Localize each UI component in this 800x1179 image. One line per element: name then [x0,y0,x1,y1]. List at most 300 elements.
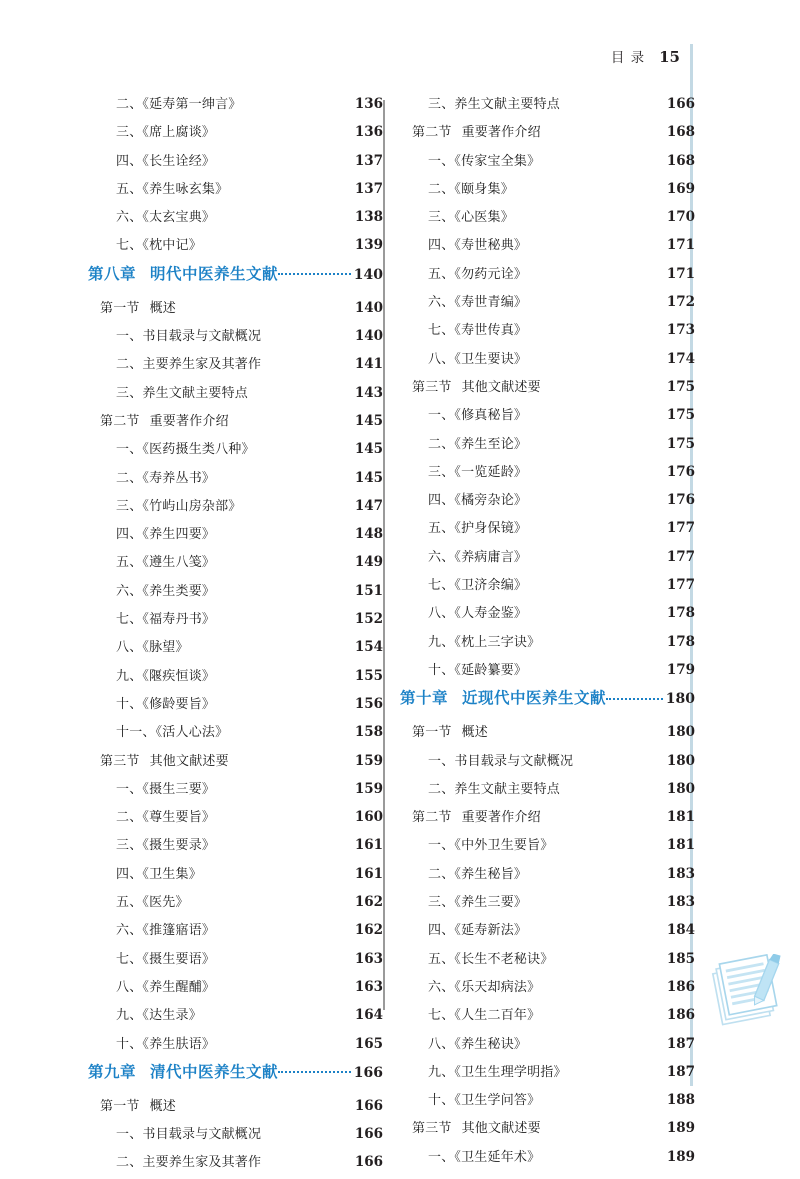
toc-page-number: 159 [354,780,383,797]
toc-page-number: 181 [666,837,695,854]
toc-item-row[interactable] [400,460,695,488]
toc-item-row[interactable] [400,1088,695,1116]
toc-entry-label: 三、《心医集》 [428,210,514,226]
toc-entry-label: 十、《养生肤语》 [116,1036,216,1052]
toc-leader-dots [215,833,353,849]
toc-entry-label: 九、《达生录》 [116,1008,202,1024]
toc-page-number: 145 [354,469,383,486]
toc-leader-dots [176,1094,353,1110]
toc-item-row[interactable] [400,975,695,1003]
toc-leader-dots [606,687,665,703]
toc-item-row[interactable] [400,545,695,573]
toc-leader-dots [527,262,665,278]
toc-section-row[interactable] [88,296,383,324]
page-number: 15 [659,48,680,66]
toc-leader-dots [540,1145,665,1161]
toc-entry-label: 七、《卫济余编》 [428,578,528,594]
toc-entry-label: 七、《摄生要语》 [116,951,216,967]
toc-chapter-row[interactable] [400,686,695,720]
toc-entry-label: 二、《颐身集》 [428,181,514,197]
toc-item-row[interactable] [88,550,383,578]
toc-page-number: 140 [354,328,383,345]
toc-entry-label [412,721,488,740]
toc-item-row[interactable] [400,262,695,290]
toc-leader-dots [527,460,665,476]
toc-entry-label [100,750,229,769]
toc-entry-label: 六、《寿世青编》 [428,295,528,311]
toc-leader-dots [527,432,665,448]
toc-entry-title: 近现代中医养生文献 [462,689,607,708]
toc-leader-dots [527,233,665,249]
toc-leader-dots [540,149,665,165]
toc-entry-label: 十一、《活人心法》 [116,725,229,741]
toc-leader-dots [215,149,353,165]
toc-page-number: 155 [354,667,383,684]
toc-leader-dots [560,92,665,108]
toc-page-number: 175 [666,378,695,395]
notepad-pencil-icon [706,954,792,1034]
toc-entry-label: 五、《养生咏玄集》 [116,181,229,197]
toc-item-row[interactable] [88,177,383,205]
toc-page-number: 137 [354,180,383,197]
toc-leader-dots [202,862,353,878]
toc-item-row[interactable] [88,522,383,550]
toc-item-row[interactable] [88,92,383,120]
toc-leader-dots [527,318,665,334]
toc-section-row[interactable] [400,1116,695,1144]
toc-page-number: 156 [354,695,383,712]
toc-item-row[interactable] [88,1122,383,1150]
toc-page-number: 180 [666,752,695,769]
toc-page-number: 154 [354,639,383,656]
toc-entry-number: 第十章 [400,689,449,708]
toc-entry-label [100,1095,176,1114]
toc-page-number: 166 [666,96,695,112]
toc-page-number: 161 [354,837,383,854]
toc-item-row[interactable] [88,607,383,635]
toc-entry-label: 十、《延龄纂要》 [428,662,528,678]
toc-entry-label: 二、《延寿第一绅言》 [116,97,242,112]
toc-item-row[interactable] [400,233,695,261]
toc-entry-label: 二、《养生至论》 [428,436,528,452]
toc-leader-dots [215,918,353,934]
toc-page-number: 184 [666,922,695,939]
toc-leader-dots [527,890,665,906]
toc-page-number: 178 [666,605,695,622]
toc-entry-label: 八、《卫生要诀》 [428,351,528,367]
page-header [611,46,680,66]
toc-entry-label: 三、养生文献主要特点 [116,385,249,401]
toc-item-row[interactable] [400,149,695,177]
toc-page-number: 168 [666,124,695,141]
toc-page-number: 186 [666,1007,695,1024]
toc-entry-number: 第一节 [412,725,452,741]
toc-entry-label: 八、《养生醒酺》 [116,979,216,995]
toc-page-number: 147 [354,497,383,514]
toc-page-number: 173 [666,322,695,339]
toc-item-row[interactable] [400,777,695,805]
toc-entry-number: 第八章 [88,264,137,283]
toc-leader-dots [541,375,665,391]
toc-leader-dots [215,120,353,136]
toc-leader-dots [215,692,353,708]
toc-item-row[interactable] [400,1032,695,1060]
toc-columns [0,92,800,1171]
toc-leader-dots [261,1150,353,1166]
toc-leader-dots [189,635,353,651]
toc-page-number: 189 [666,1120,695,1137]
toc-page-number: 181 [666,809,695,826]
toc-leader-dots [229,409,353,425]
toc-entry-label [400,686,606,708]
toc-page-number: 183 [666,865,695,882]
toc-entry-label [88,1060,278,1082]
toc-entry-title: 明代中医养生文献 [150,264,279,283]
toc-entry-number: 第二节 [412,810,452,826]
toc-entry-label [412,376,541,395]
toc-page-number: 166 [354,1097,383,1114]
toc-page-number: 177 [666,520,695,537]
toc-item-row[interactable] [400,601,695,629]
toc-leader-dots [215,975,353,991]
toc-entry-title: 其他文献述要 [149,753,229,769]
toc-item-row[interactable] [400,573,695,601]
toc-entry-number: 第二节 [100,413,140,429]
toc-leader-dots [255,437,353,453]
toc-item-row[interactable] [88,805,383,833]
toc-leader-dots [541,120,665,136]
toc-item-row[interactable] [88,1003,383,1031]
toc-item-row[interactable] [88,233,383,261]
toc-entry-label: 六、《养生类要》 [116,583,216,599]
toc-entry-number: 第一节 [100,300,140,316]
toc-item-row[interactable] [88,692,383,720]
toc-entry-title: 概述 [461,725,489,741]
toc-entry-label: 四、《寿世秘典》 [428,238,528,254]
toc-entry-label: 八、《人寿金鉴》 [428,606,528,622]
toc-leader-dots [202,1003,353,1019]
toc-entry-label: 二、《尊生要旨》 [116,810,216,826]
toc-leader-dots [229,749,353,765]
toc-entry-label: 一、《卫生延年术》 [428,1149,541,1165]
toc-leader-dots [573,749,665,765]
toc-item-row[interactable] [88,833,383,861]
toc-leader-dots [488,720,665,736]
toc-entry-title: 其他文献述要 [461,1121,541,1137]
toc-item-row[interactable] [400,488,695,516]
toc-page-number: 169 [666,180,695,197]
toc-leader-dots [554,947,665,963]
toc-page-number: 145 [354,441,383,458]
toc-leader-dots [540,630,665,646]
toc-entry-label: 四、《卫生集》 [116,866,202,882]
toc-page-number: 136 [354,124,383,141]
toc-item-row[interactable] [400,516,695,544]
toc-entry-label: 一、书目载录与文献概况 [116,329,262,345]
toc-page-number: 149 [354,554,383,571]
toc-leader-dots [278,263,353,279]
toc-entry-label: 一、书目载录与文献概况 [428,753,574,769]
toc-leader-dots [527,573,665,589]
toc-item-row[interactable] [88,437,383,465]
toc-item-row[interactable] [88,1150,383,1178]
toc-item-row[interactable] [400,918,695,946]
toc-item-row[interactable] [400,1003,695,1031]
toc-entry-title: 重要著作介绍 [461,810,541,826]
toc-leader-dots [228,177,353,193]
toc-page-number: 176 [666,492,695,509]
toc-leader-dots [527,658,665,674]
toc-leader-dots [560,777,665,793]
toc-column-left [88,92,383,1179]
toc-page-number: 166 [353,1064,383,1081]
toc-leader-dots [215,579,353,595]
toc-entry-label: 五、《遵生八笺》 [116,555,216,571]
toc-leader-dots [514,177,665,193]
toc-item-row[interactable] [400,177,695,205]
toc-leader-dots [215,205,353,221]
toc-item-row[interactable] [400,347,695,375]
toc-item-row[interactable] [400,890,695,918]
toc-item-row[interactable] [88,466,383,494]
toc-page-number: 189 [666,1148,695,1165]
toc-item-row[interactable] [88,324,383,352]
toc-leader-dots [248,381,353,397]
toc-leader-dots [527,516,665,532]
toc-leader-dots [189,890,353,906]
toc-page-number: 171 [666,265,695,282]
toc-page-number: 187 [666,1035,695,1052]
toc-item-row[interactable] [400,630,695,658]
toc-entry-label: 十、《卫生学问答》 [428,1093,541,1109]
toc-item-row[interactable] [400,862,695,890]
toc-item-row[interactable] [88,862,383,890]
toc-item-row[interactable] [88,777,383,805]
toc-entry-label: 三、《席上腐谈》 [116,125,216,141]
toc-page-number: 161 [354,865,383,882]
toc-page-number: 145 [354,412,383,429]
toc-item-row[interactable] [88,494,383,522]
toc-leader-dots [527,862,665,878]
toc-item-row[interactable] [88,149,383,177]
toc-page-number: 152 [354,611,383,628]
toc-page-number: 140 [354,299,383,316]
toc-leader-dots [540,1088,665,1104]
toc-entry-label: 二、《寿养丛书》 [116,470,216,486]
toc-entry-label: 七、《人生二百年》 [428,1008,541,1024]
toc-item-row[interactable] [88,890,383,918]
toc-page-number: 160 [354,809,383,826]
toc-item-row[interactable] [88,579,383,607]
toc-chapter-row[interactable] [88,1060,383,1094]
toc-item-row[interactable] [88,918,383,946]
toc-entry-label: 二、养生文献主要特点 [428,781,561,797]
toc-page-number: 139 [354,237,383,254]
toc-page-number: 180 [666,780,695,797]
toc-section-row[interactable] [88,1094,383,1122]
toc-entry-label: 三、《养生三要》 [428,895,528,911]
toc-entry-label: 四、《养生四要》 [116,527,216,543]
toc-item-row[interactable] [88,205,383,233]
toc-entry-label: 二、《养生秘旨》 [428,866,528,882]
toc-item-row[interactable] [400,833,695,861]
toc-item-row[interactable] [400,749,695,777]
toc-item-row[interactable] [88,381,383,409]
toc-entry-label: 五、《医先》 [116,895,189,911]
toc-page-number: 180 [666,724,695,741]
toc-entry-title: 概述 [149,300,177,316]
toc-entry-title: 其他文献述要 [461,379,541,395]
toc-page-number: 138 [354,209,383,226]
toc-leader-dots [215,607,353,623]
toc-page-number: 177 [666,548,695,565]
toc-item-row[interactable] [88,664,383,692]
toc-leader-dots [242,92,353,108]
toc-item-row[interactable] [400,1060,695,1088]
toc-page-number: 143 [354,384,383,401]
toc-page-number: 163 [354,978,383,995]
toc-item-row[interactable] [88,947,383,975]
toc-item-row[interactable] [400,658,695,686]
toc-entry-label: 七、《福寿丹书》 [116,612,216,628]
toc-item-row[interactable] [400,318,695,346]
toc-page-number: 170 [666,209,695,226]
toc-entry-number: 第二节 [412,125,452,141]
toc-entry-label [412,121,541,140]
toc-page-number: 137 [354,152,383,169]
toc-leader-dots [527,545,665,561]
toc-leader-dots [541,805,665,821]
toc-entry-label [88,262,278,284]
toc-entry-label: 六、《太玄宝典》 [116,210,216,226]
toc-leader-dots [215,664,353,680]
toc-page-number: 140 [353,266,383,283]
toc-leader-dots [527,290,665,306]
toc-leader-dots [215,522,353,538]
toc-entry-label: 七、《枕中记》 [116,238,202,254]
toc-page-number: 159 [354,752,383,769]
toc-entry-label: 八、《养生秘诀》 [428,1036,528,1052]
toc-leader-dots [527,347,665,363]
toc-entry-label: 三、养生文献主要特点 [428,97,561,112]
toc-leader-dots [540,1003,665,1019]
toc-page-number: 166 [354,1126,383,1143]
toc-leader-dots [514,205,665,221]
toc-leader-dots [554,833,665,849]
toc-entry-label: 九、《枕上三字诀》 [428,634,541,650]
toc-page-number: 177 [666,577,695,594]
toc-section-row[interactable] [400,720,695,748]
toc-entry-number: 第九章 [88,1062,137,1081]
toc-entry-label [412,806,541,825]
toc-leader-dots [527,403,665,419]
toc-page-number: 141 [354,356,383,373]
toc-entry-label [412,1117,541,1136]
toc-item-row[interactable] [88,352,383,380]
toc-page-number: 188 [666,1092,695,1109]
toc-item-row[interactable] [88,120,383,148]
toc-page-number: 178 [666,633,695,650]
toc-leader-dots [202,233,353,249]
toc-section-row[interactable] [88,409,383,437]
toc-leader-dots [228,720,353,736]
toc-page-number: 186 [666,978,695,995]
toc-item-row[interactable] [400,205,695,233]
toc-entry-label: 四、《长生诠经》 [116,153,216,169]
toc-page-number: 136 [354,96,383,112]
toc-page-number: 179 [666,661,695,678]
toc-leader-dots [215,805,353,821]
toc-leader-dots [567,1060,665,1076]
toc-item-row[interactable] [88,720,383,748]
toc-page-number: 175 [666,435,695,452]
toc-leader-dots [261,1122,353,1138]
toc-leader-dots [541,1116,665,1132]
toc-entry-title: 清代中医养生文献 [150,1062,279,1081]
toc-leader-dots [215,777,353,793]
toc-section-row[interactable] [400,120,695,148]
toc-entry-label: 五、《护身保镜》 [428,521,528,537]
toc-item-row[interactable] [400,432,695,460]
toc-leader-dots [540,975,665,991]
toc-entry-label: 二、主要养生家及其著作 [116,1155,262,1171]
toc-page-number: 176 [666,463,695,480]
toc-entry-label: 五、《勿药元诠》 [428,266,528,282]
toc-page-number: 163 [354,950,383,967]
toc-item-row[interactable] [400,92,695,120]
toc-entry-label: 七、《寿世传真》 [428,323,528,339]
toc-entry-label: 九、《隁疾恒谈》 [116,668,216,684]
toc-leader-dots [215,947,353,963]
toc-leader-dots [215,1032,353,1048]
toc-page-number: 168 [666,152,695,169]
toc-page-number: 175 [666,407,695,424]
toc-entry-label: 一、《修真秘旨》 [428,408,528,424]
toc-leader-dots [527,601,665,617]
toc-leader-dots [215,550,353,566]
page-right-rule-gap [688,0,696,44]
toc-entry-number: 第三节 [412,1121,452,1137]
toc-chapter-row[interactable] [88,262,383,296]
toc-page-number: 171 [666,237,695,254]
toc-item-row[interactable] [88,1032,383,1060]
toc-section-row[interactable] [400,805,695,833]
toc-item-row[interactable] [400,1145,695,1173]
toc-entry-label: 一、《传家宝全集》 [428,153,541,169]
toc-entry-label: 一、《摄生三要》 [116,781,216,797]
toc-item-row[interactable] [400,947,695,975]
toc-entry-label: 三、《一览延龄》 [428,464,528,480]
toc-entry-label: 四、《延寿新法》 [428,923,528,939]
toc-item-row[interactable] [400,403,695,431]
toc-entry-label [100,410,229,429]
toc-item-row[interactable] [400,290,695,318]
toc-section-row[interactable] [88,749,383,777]
toc-entry-label: 二、主要养生家及其著作 [116,357,262,373]
toc-item-row[interactable] [88,975,383,1003]
toc-leader-dots [176,296,353,312]
toc-page-number: 162 [354,894,383,911]
toc-entry-title: 重要著作介绍 [461,125,541,141]
toc-entry-label: 八、《脉望》 [116,640,189,656]
toc-entry-label: 九、《卫生生理学明指》 [428,1064,567,1080]
toc-section-row[interactable] [400,375,695,403]
toc-page-number: 164 [354,1007,383,1024]
toc-entry-label: 四、《橘旁杂论》 [428,493,528,509]
toc-entry-label: 一、《医药摄生类八种》 [116,442,255,458]
toc-item-row[interactable] [88,635,383,663]
toc-leader-dots [242,494,353,510]
